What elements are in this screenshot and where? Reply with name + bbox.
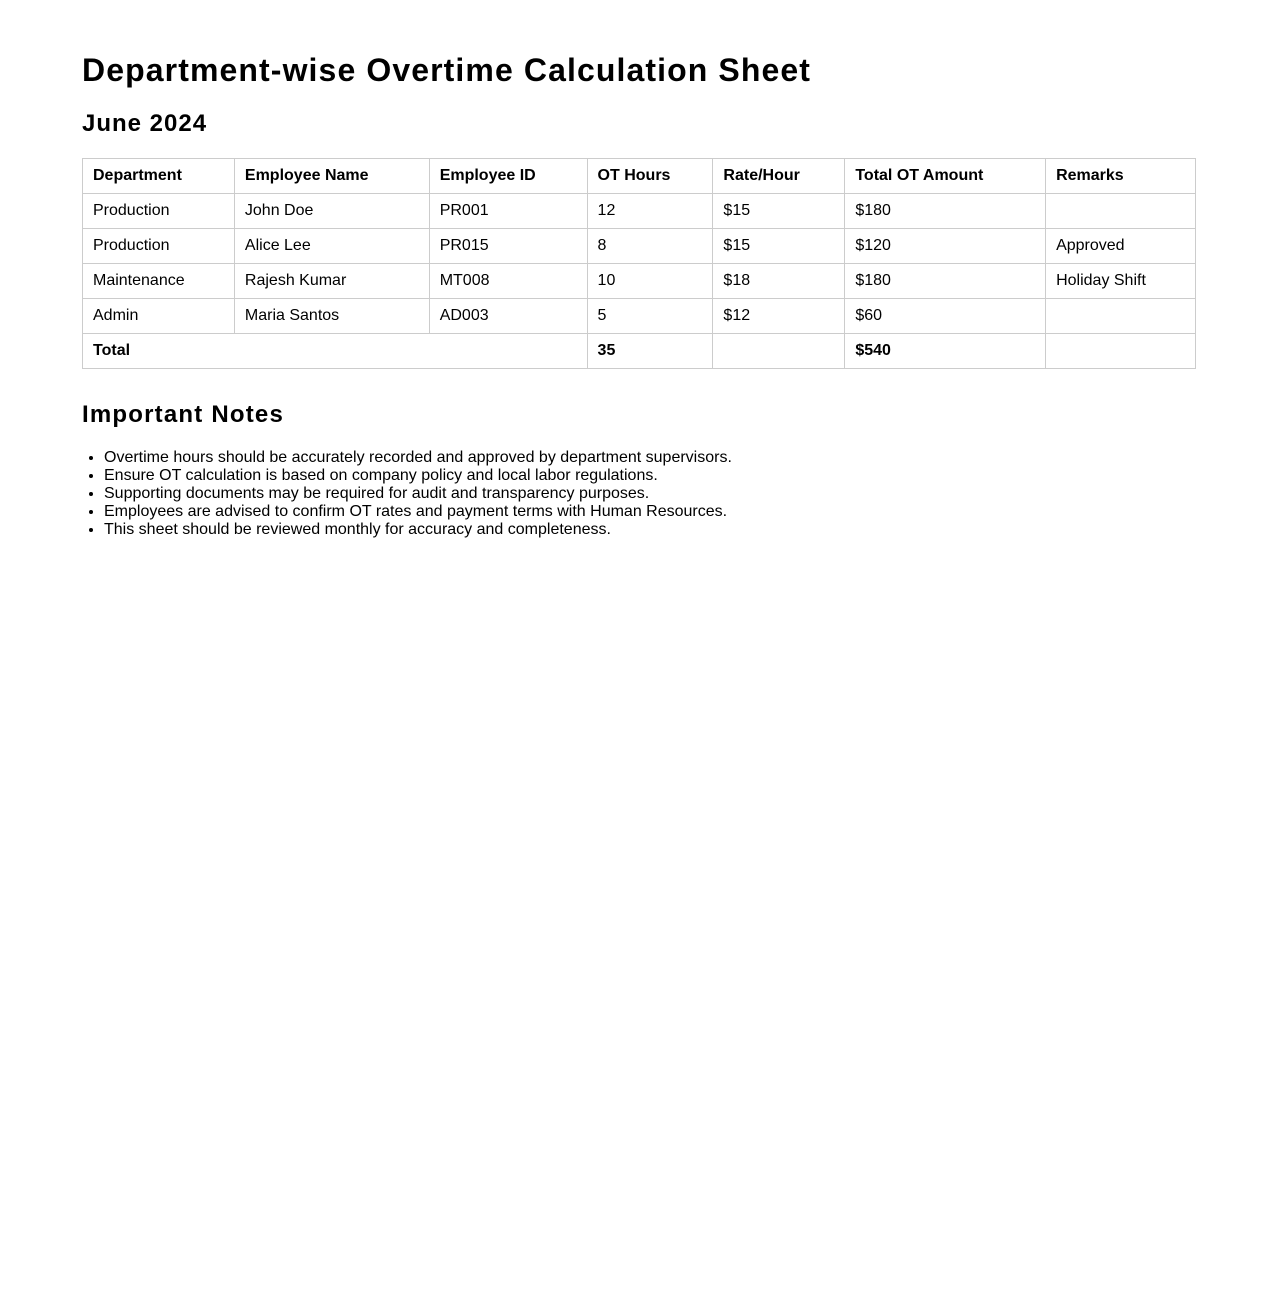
cell-ot-hours: 8 [587,229,713,264]
table-row [83,299,1196,334]
cell-department: Production [83,194,235,229]
notes-list [82,449,1196,539]
cell-ot-hours: 12 [587,194,713,229]
cell-ot-hours: 5 [587,299,713,334]
cell-amount: $180 [845,264,1046,299]
cell-employee-name: John Doe [234,194,429,229]
table-header-row [83,159,1196,194]
total-ot-hours: 35 [587,334,713,369]
cell-employee-name: Alice Lee [234,229,429,264]
cell-amount: $180 [845,194,1046,229]
column-header-total-ot-amount: Total OT Amount [845,159,1046,194]
cell-employee-id: PR001 [429,194,587,229]
cell-rate: $15 [713,194,845,229]
list-item: • Supporting documents may be required for audit and transparency purposes. [104,485,1196,503]
cell-employee-id: PR015 [429,229,587,264]
column-header-employee-id: Employee ID [429,159,587,194]
cell-rate: $15 [713,229,845,264]
notes-heading: Important Notes [82,401,285,428]
cell-rate: $12 [713,299,845,334]
cell-employee-name: Rajesh Kumar [234,264,429,299]
list-item: • Overtime hours should be accurately recorded and approved by department supervisors. [104,449,1196,467]
column-header-rate-hour: Rate/Hour [713,159,845,194]
cell-employee-id: AD003 [429,299,587,334]
cell-remarks [1046,194,1196,229]
column-header-department: Department [83,159,235,194]
cell-remarks [1046,299,1196,334]
cell-amount: $60 [845,299,1046,334]
cell-remarks: Approved [1046,229,1196,264]
page-title: Department-wise Overtime Calculation Sheet [82,52,812,88]
column-header-remarks: Remarks [1046,159,1196,194]
cell-remarks: Holiday Shift [1046,264,1196,299]
cell-amount: $120 [845,229,1046,264]
overtime-table [82,158,1196,369]
column-header-employee-name: Employee Name [234,159,429,194]
table-row [83,264,1196,299]
total-remarks-empty [1046,334,1196,369]
cell-department: Production [83,229,235,264]
cell-rate: $18 [713,264,845,299]
period-heading: June 2024 [82,110,208,137]
cell-employee-name: Maria Santos [234,299,429,334]
cell-ot-hours: 10 [587,264,713,299]
cell-employee-id: MT008 [429,264,587,299]
table-row [83,194,1196,229]
total-rate-empty [713,334,845,369]
list-item: • This sheet should be reviewed monthly for accuracy and completeness. [104,521,1196,539]
total-row [83,334,1196,369]
list-item: • Ensure OT calculation is based on company policy and local labor regulations. [104,467,1196,485]
list-item: • Employees are advised to confirm OT rates and payment terms with Human Resources. [104,503,1196,521]
cell-department: Maintenance [83,264,235,299]
total-ot-amount: $540 [845,334,1046,369]
table-row [83,229,1196,264]
document-page [0,0,1278,539]
column-header-ot-hours: OT Hours [587,159,713,194]
total-label: Total [83,334,588,369]
cell-department: Admin [83,299,235,334]
